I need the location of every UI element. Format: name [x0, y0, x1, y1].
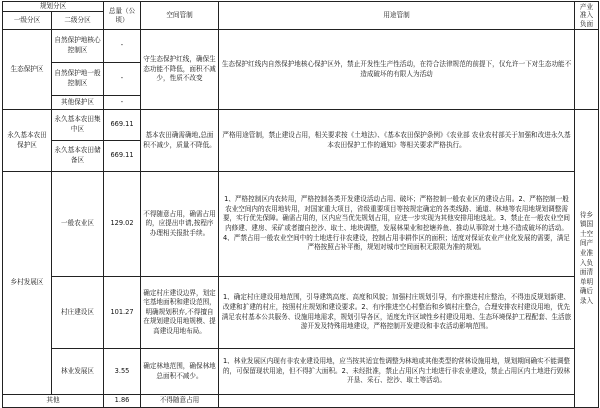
- farm-spatial-control: 基本农田确需确地,总面积不减少，质量不降低。: [141, 110, 219, 172]
- rural-sub-general-agriculture: 一般农业区: [52, 172, 104, 277]
- other-spatial-control: 不得随意占用: [141, 395, 219, 408]
- eco-row-1: [3, 30, 599, 63]
- eco-sub-general-total: -: [104, 63, 141, 96]
- farm-sub-concentrated: 永久基本农田集中区: [52, 110, 104, 141]
- rural-sub-village-total: 101.27: [104, 277, 141, 349]
- farm-zone-label: 永久基本农田保护区: [3, 110, 52, 172]
- level2-header: 二级分区: [52, 12, 104, 30]
- land-use-zoning-table: [2, 1, 599, 408]
- industry-access-header: 产业准入负面: [575, 2, 599, 30]
- other-row: [3, 395, 599, 408]
- eco-sub-core: 自然保护地核心控制区: [52, 30, 104, 63]
- farm-sub-reserve-total: 669.11: [104, 141, 141, 172]
- rural-sub-general-agriculture-use: 1、严格控制区内农转用，严格控制各类开发建设活动占用、破坏；严格控制一般农业区的建设占用。2、严格控制一般农业空间内的农用地转用，对国家重大项目，省级重要项目等按规定确定的各类线路、通道、林地等农用地规划调整需要，实行优先保障。确需占用的，区内应当优先规划占用，应进一步实现为其他安排用地选址。3、禁止在一般农业空间内修建、建房、采矿或者擅自挖沙、取土、地块调整，发展林果业和挖塘养鱼、推动从事除对土地不造成破坏的活动。4、严禁占用一般农业空间中的土地进行非农建设，控制占用非耕作区的面积；适度对保证农业产业化发展的需要，满足严格按照占补平衡，规划对城市空间面积无限限为准的规划。: [219, 172, 575, 277]
- rural-sub-forestry: 林业发展区: [52, 349, 104, 395]
- other-zone-label: 其他: [3, 395, 104, 408]
- farm-sub-reserve: 永久基本农田储备区: [52, 141, 104, 172]
- rural-row-3: [3, 349, 599, 395]
- rural-sub-forestry-use: 1、林业发展区内现有非农业建设用地，应当按其适宜性调整为林地或其他类型的营林设施用地，规划期间确实不能调整的，可保留现状用途，但不得扩大面积。2、未经批准，禁止占用区内土地进行非农业建设，禁止占用区内土地进行毁林开垦、采石、挖沙、取土等活动。: [219, 349, 575, 395]
- use-control-header: 用途管制: [219, 2, 575, 30]
- rural-sub-village-use: 1、确定村庄建设用地范围，引导建筑高度、高度和风貌；加强村庄规划引导，有序推进村庄整治，不得违反规划新建、改建和扩建的村庄，按照村庄规划和建设要求。2、有序推进空心村整治和乡镇村庄整合，合理安排农村建设用地，优先满足农村基本公共服务、设施用地需求，规划引导各区，适度允许区域性乡村建设用地、生态环境保护工程配套、生活旅游开发及特殊用地建设，严格控制开发建设和非农活动影响范围。: [219, 277, 575, 349]
- rural-sub-forestry-total: 3.55: [104, 349, 141, 395]
- rural-sub-village-spatial: 确定村庄建设边界，划定宅基地面积和建设范围，明确规划积弃,不得擅自在规划建设用地规模、提高建设用地布局。: [141, 277, 219, 349]
- total-area-header: 总量（公顷）: [104, 2, 141, 30]
- eco-sub-general: 自然保护地一般控制区: [52, 63, 104, 96]
- header-row-1: [3, 2, 599, 12]
- rural-row-1: [3, 172, 599, 277]
- eco-sub-other-total: -: [104, 96, 141, 110]
- rural-zone-label: 乡村发展区: [3, 172, 52, 395]
- eco-sub-core-total: -: [104, 30, 141, 63]
- eco-use-control: 生态保护红线内自然保护地核心保护区外，禁止开发性生产性活动，在符合法律规范的前提下，仅允许一下对生态功能不造成破坏的有限人为活动: [219, 30, 575, 110]
- industry-access-note: 待乡镇国土空间产业准入负面清单明确后录入: [575, 110, 599, 408]
- rural-row-2: [3, 277, 599, 349]
- other-total: 1.86: [104, 395, 141, 408]
- rural-sub-general-agriculture-spatial: 不得随意占用，确需占用的，应提出申请,按程序办理相关报批手续。: [141, 172, 219, 277]
- eco-spatial-control: 守生态保护红线，确保生态功能不降低，面积不减少，性质不改变: [141, 30, 219, 110]
- other-use-control: [219, 395, 575, 408]
- eco-sub-other: 其他保护区: [52, 96, 104, 110]
- rural-sub-forestry-spatial: 确定林地范围，确保林地总面积不减少。: [141, 349, 219, 395]
- level1-header: 一级分区: [3, 12, 52, 30]
- spatial-control-header: 空间管制: [141, 2, 219, 30]
- eco-industry-access: [575, 30, 599, 110]
- farm-row-1: [3, 110, 599, 141]
- zone-group-header: 规划分区: [3, 2, 104, 12]
- eco-zone-label: 生态保护区: [3, 30, 52, 110]
- farm-sub-concentrated-total: 669.11: [104, 110, 141, 141]
- rural-sub-village: 村庄建设区: [52, 277, 104, 349]
- rural-sub-general-agriculture-total: 129.02: [104, 172, 141, 277]
- farm-use-control: 严格用途管制，禁止建设占用，相关要求按《土地法》、《基本农田保护条例》《农业部 农业农村部关于加强和改进永久基本农田保护工作的通知》等相关要求严格执行。: [219, 110, 575, 172]
